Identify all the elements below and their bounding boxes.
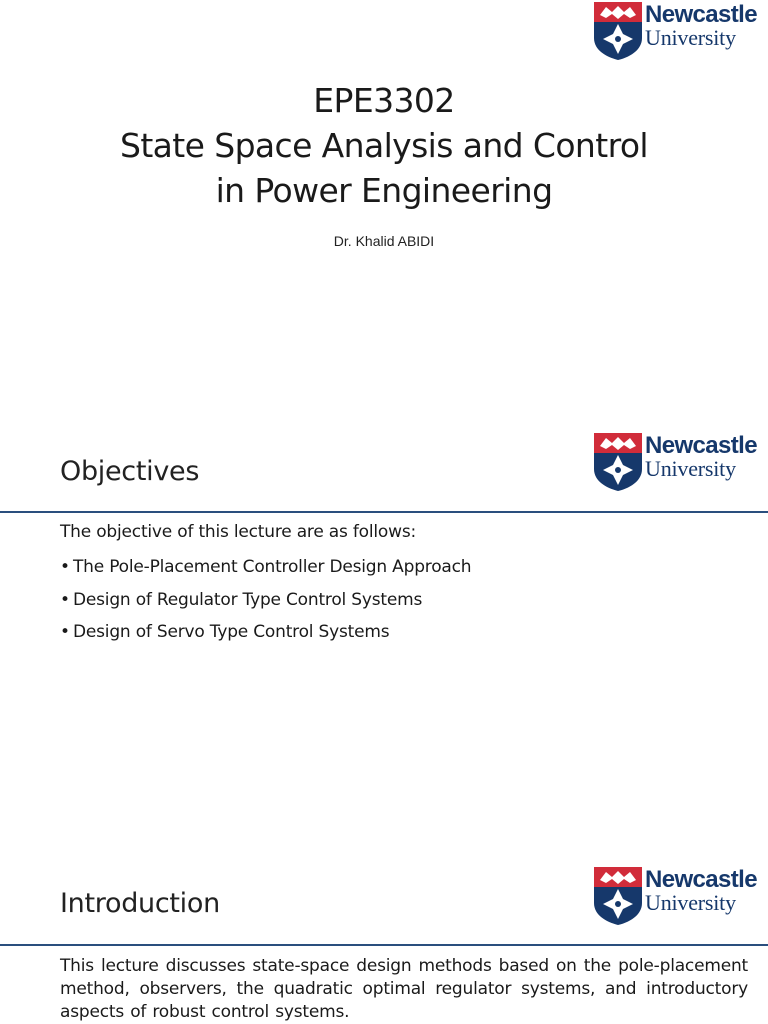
university-logo <box>594 433 768 491</box>
author-name: Dr. Khalid ABIDI <box>333 233 435 249</box>
introduction-paragraph: This lecture discusses state-space design methods based on the pole-placement method, observers, the quadratic optimal regulator systems, and introductory aspects of robust control systems. <box>60 956 748 1022</box>
crest-icon <box>594 433 642 491</box>
objectives-intro: The objective of this lecture are as follows: <box>60 522 417 542</box>
section-divider <box>0 511 768 513</box>
crest-icon <box>594 2 642 60</box>
list-item: • Design of Servo Type Control Systems <box>60 622 390 642</box>
course-title-line-2: in Power Engineering <box>215 171 553 210</box>
course-title-line-1: State Space Analysis and Control <box>119 126 648 165</box>
logo-university-text: University <box>645 25 736 50</box>
objective-text: The Pole-Placement Controller Design Approach <box>73 557 472 577</box>
objective-text: Design of Servo Type Control Systems <box>73 622 390 642</box>
introduction-heading: Introduction <box>60 888 220 919</box>
objectives-list <box>60 555 471 653</box>
section-divider <box>0 944 768 946</box>
university-logo <box>594 867 768 925</box>
crest-icon <box>594 867 642 925</box>
logo-newcastle-text: Newcastle <box>645 1 757 28</box>
course-code: EPE3302 <box>313 81 455 120</box>
list-item: • Design of Regulator Type Control Systems <box>60 589 423 610</box>
logo-university-text: University <box>645 890 736 915</box>
university-logo <box>594 2 768 60</box>
objective-text: Design of Regulator Type Control Systems <box>73 589 423 610</box>
list-item: • The Pole-Placement Controller Design Approach <box>60 557 472 577</box>
slide-title <box>0 78 768 213</box>
logo-newcastle-text: Newcastle <box>645 432 757 459</box>
objectives-heading: Objectives <box>60 456 200 487</box>
logo-newcastle-text: Newcastle <box>645 866 757 893</box>
logo-university-text: University <box>645 456 736 481</box>
